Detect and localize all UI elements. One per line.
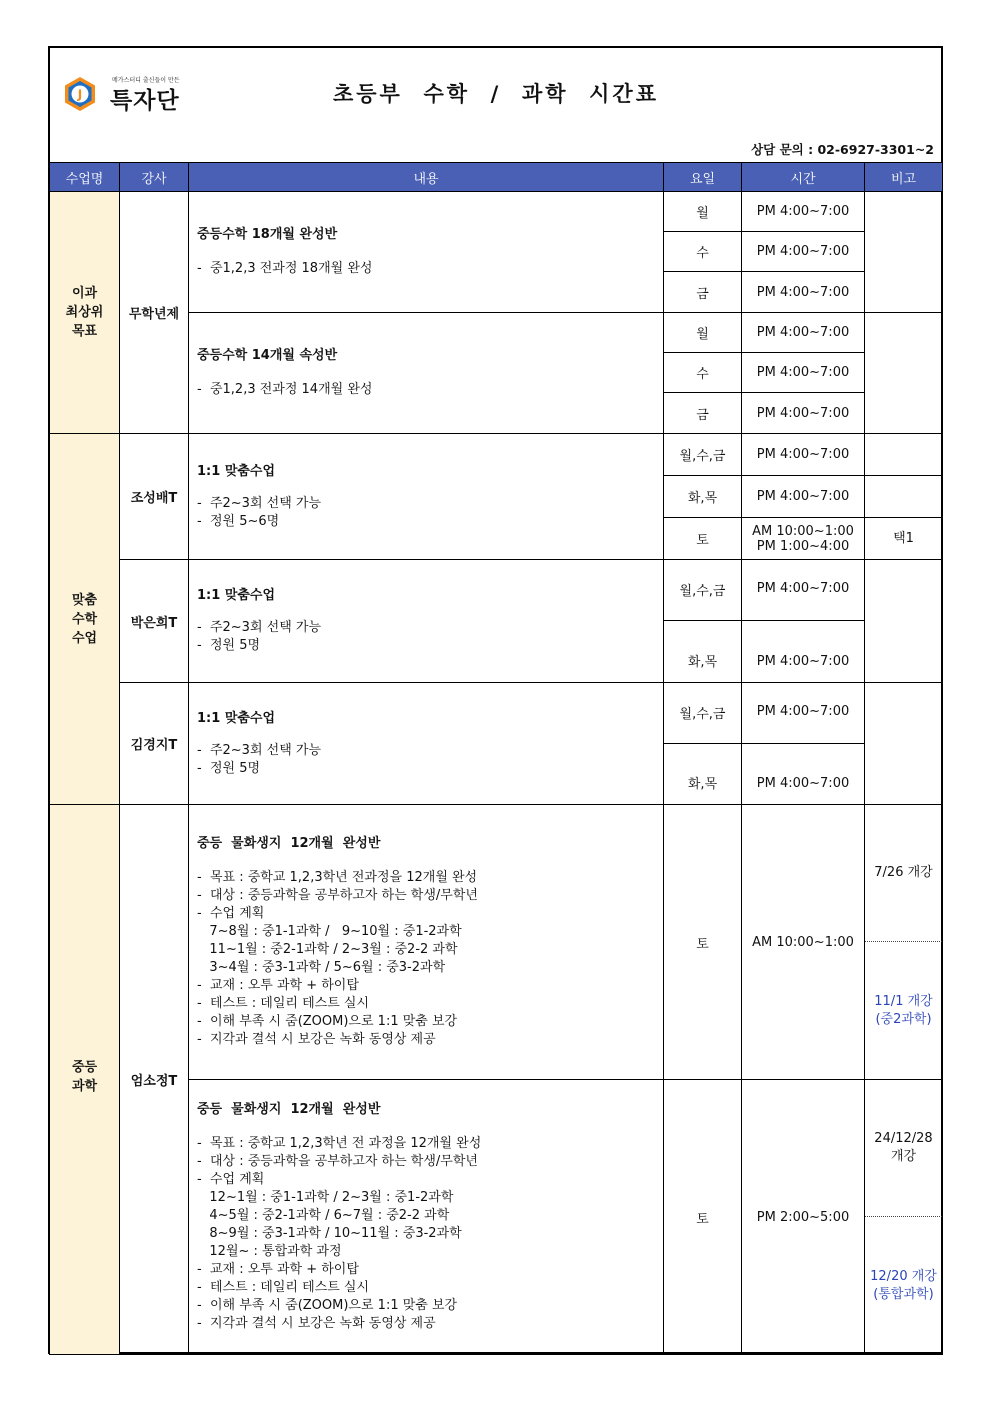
course-detail: - 정원 5명 [197,638,261,653]
time-cell: PM 4:00~7:00 [742,683,865,744]
course-title: 중등 물화생지 12개월 완성반 [197,1102,381,1117]
course-detail: - 중1,2,3 전과정 18개월 완성 [197,261,373,276]
time-line: AM 10:00~1:00 [752,523,854,539]
header-time: 시간 [742,163,865,192]
course-detail: - 정원 5~6명 [197,513,280,529]
course-title: 1:1 맞춤수업 [197,588,276,603]
category-line: 수학 [71,611,98,627]
day-cell: 월,수,금 [664,683,742,744]
course-detail: - 교재 : 오투 과학 + 하이탑 [197,978,359,993]
course-detail: - 지각과 결석 시 보강은 녹화 동영상 제공 [197,1032,436,1047]
course-content [189,560,664,683]
course-content [189,683,664,805]
day-cell: 토 [664,518,742,560]
contact-info: 상담 문의 : 02-6927-3301~2 [751,142,934,157]
header-note: 비고 [865,163,943,192]
course-detail: - 수업 계획 [197,906,265,921]
day-cell: 금 [664,272,742,313]
table-row [50,683,943,744]
note-opening-blue [865,1216,942,1354]
course-content [189,1080,664,1355]
time-cell: PM 4:00~7:00 [742,621,865,683]
day-cell: 수 [664,353,742,393]
course-detail: - 이해 부족 시 줌(ZOOM)으로 1:1 맞춤 보강 [197,1298,458,1313]
brand-name: 특자단 [110,88,180,114]
note-line: (통합과학) [873,1286,934,1302]
course-detail: - 테스트 : 데일리 테스트 실시 [197,996,370,1011]
time-cell: PM 4:00~7:00 [742,313,865,353]
course-detail: 8~9월 : 중3-1과학 / 10~11월 : 중3-2과학 [197,1226,462,1241]
day-cell: 화,목 [664,476,742,518]
course-detail: - 정원 5명 [197,760,261,776]
day-cell: 토 [664,1080,742,1355]
note-cell: 택1 [865,518,943,560]
time-cell: PM 4:00~7:00 [742,272,865,313]
note-cell [865,434,943,476]
course-detail: 12~1월 : 중1-1과학 / 2~3월 : 중1-2과학 [197,1190,454,1205]
day-cell: 화,목 [664,621,742,683]
day-cell: 월 [664,192,742,232]
header-day: 요일 [664,163,742,192]
svg-text:J: J [77,87,83,102]
header-teacher: 강사 [120,163,189,192]
note-cell [865,192,943,313]
time-cell: PM 4:00~7:00 [742,232,865,272]
timetable [49,162,943,1355]
table-row [50,192,943,232]
category-line: 목표 [71,324,98,339]
course-title: 중등수학 18개월 완성반 [197,227,338,242]
category-line: 이과 [71,286,98,301]
note-cell [865,1080,943,1355]
course-detail: - 교재 : 오투 과학 + 하이탑 [197,1262,359,1277]
table-row [50,434,943,476]
note-opening: 7/26 개강 [874,865,933,880]
course-content [189,805,664,1080]
note-line: 11/1 개강 [874,993,933,1009]
day-cell: 토 [664,805,742,1080]
teacher-cell: 무학년제 [120,192,189,434]
course-detail: - 대상 : 중등과학을 공부하고자 하는 학생/무학년 [197,888,478,903]
note-cell [865,476,943,518]
day-cell: 수 [664,232,742,272]
table-row [50,805,943,1080]
course-detail: - 지각과 결석 시 보강은 녹화 동영상 제공 [197,1316,436,1331]
day-cell: 금 [664,393,742,434]
day-cell: 화,목 [664,744,742,805]
brand-tagline: 메가스터디 출신들이 만든 [112,77,180,84]
course-content [189,313,664,434]
category-line: 맞춤 [71,592,98,608]
course-detail: 7~8월 : 중1-1과학 / 9~10월 : 중1-2과학 [197,924,462,939]
course-title: 1:1 맞춤수업 [197,710,276,726]
teacher-cell: 엄소정T [120,805,189,1355]
course-detail: - 목표 : 중학교 1,2,3학년 전과정을 12개월 완성 [197,870,478,885]
course-detail: 3~4월 : 중3-1과학 / 5~6월 : 중3-2과학 [197,960,446,975]
course-detail: - 목표 : 중학교 1,2,3학년 전 과정을 12개월 완성 [197,1136,482,1151]
day-cell: 월,수,금 [664,434,742,476]
time-line: PM 1:00~4:00 [756,538,850,554]
category-line: 과학 [71,1079,98,1094]
time-cell: PM 4:00~7:00 [742,434,865,476]
note-line: 개강 [890,1149,917,1164]
header-course: 수업명 [50,163,120,192]
time-cell: PM 4:00~7:00 [742,476,865,518]
course-title: 1:1 맞춤수업 [197,463,276,479]
time-cell: PM 4:00~7:00 [742,192,865,232]
course-content [189,192,664,313]
course-detail: - 주2~3회 선택 가능 [197,620,322,635]
course-detail: - 중1,2,3 전과정 14개월 완성 [197,382,373,397]
category-advanced [50,192,120,434]
teacher-cell: 조성배T [120,434,189,560]
course-detail: - 주2~3회 선택 가능 [197,495,322,511]
note-opening-blue [865,941,942,1079]
table-row [50,560,943,621]
course-detail: 11~1월 : 중2-1과학 / 2~3월 : 중2-2 과학 [197,942,458,957]
teacher-cell: 박은희T [120,560,189,683]
category-science [50,805,120,1355]
time-cell: PM 2:00~5:00 [742,1080,865,1355]
course-detail: - 주2~3회 선택 가능 [197,742,322,758]
teacher-cell: 김경지T [120,683,189,805]
day-cell: 월,수,금 [664,560,742,621]
time-cell: PM 4:00~7:00 [742,353,865,393]
course-title: 중등 물화생지 12개월 완성반 [197,836,381,851]
time-cell [742,518,865,560]
header-content: 내용 [189,163,664,192]
note-line: (중2과학) [875,1011,932,1027]
time-cell: PM 4:00~7:00 [742,393,865,434]
day-cell: 월 [664,313,742,353]
category-line: 중등 [71,1060,98,1075]
note-cell [865,313,943,434]
category-line: 최상위 [65,305,104,320]
page-title: 초등부 수학 / 과학 시간표 [332,82,660,106]
course-detail: - 수업 계획 [197,1172,265,1187]
course-detail: - 이해 부족 시 줌(ZOOM)으로 1:1 맞춤 보강 [197,1014,458,1029]
note-cell [865,560,943,683]
course-detail: 12월~ : 통합과학 과정 [197,1244,342,1259]
category-custom [50,434,120,805]
time-cell: AM 10:00~1:00 [742,805,865,1080]
time-cell: PM 4:00~7:00 [742,560,865,621]
header-row [50,163,943,192]
course-title: 중등수학 14개월 속성반 [197,348,338,363]
note-cell [865,683,943,805]
course-detail: 4~5월 : 중2-1과학 / 6~7월 : 중2-2 과학 [197,1208,450,1223]
note-line: 12/20 개강 [870,1268,937,1284]
note-line: 24/12/28 [874,1131,933,1146]
time-cell: PM 4:00~7:00 [742,744,865,805]
course-content [189,434,664,560]
category-line: 수업 [71,630,98,646]
course-detail: - 대상 : 중등과학을 공부하고자 하는 학생/무학년 [197,1154,478,1169]
note-opening [865,1080,942,1216]
course-detail: - 테스트 : 데일리 테스트 실시 [197,1280,370,1295]
note-cell [865,805,943,1080]
